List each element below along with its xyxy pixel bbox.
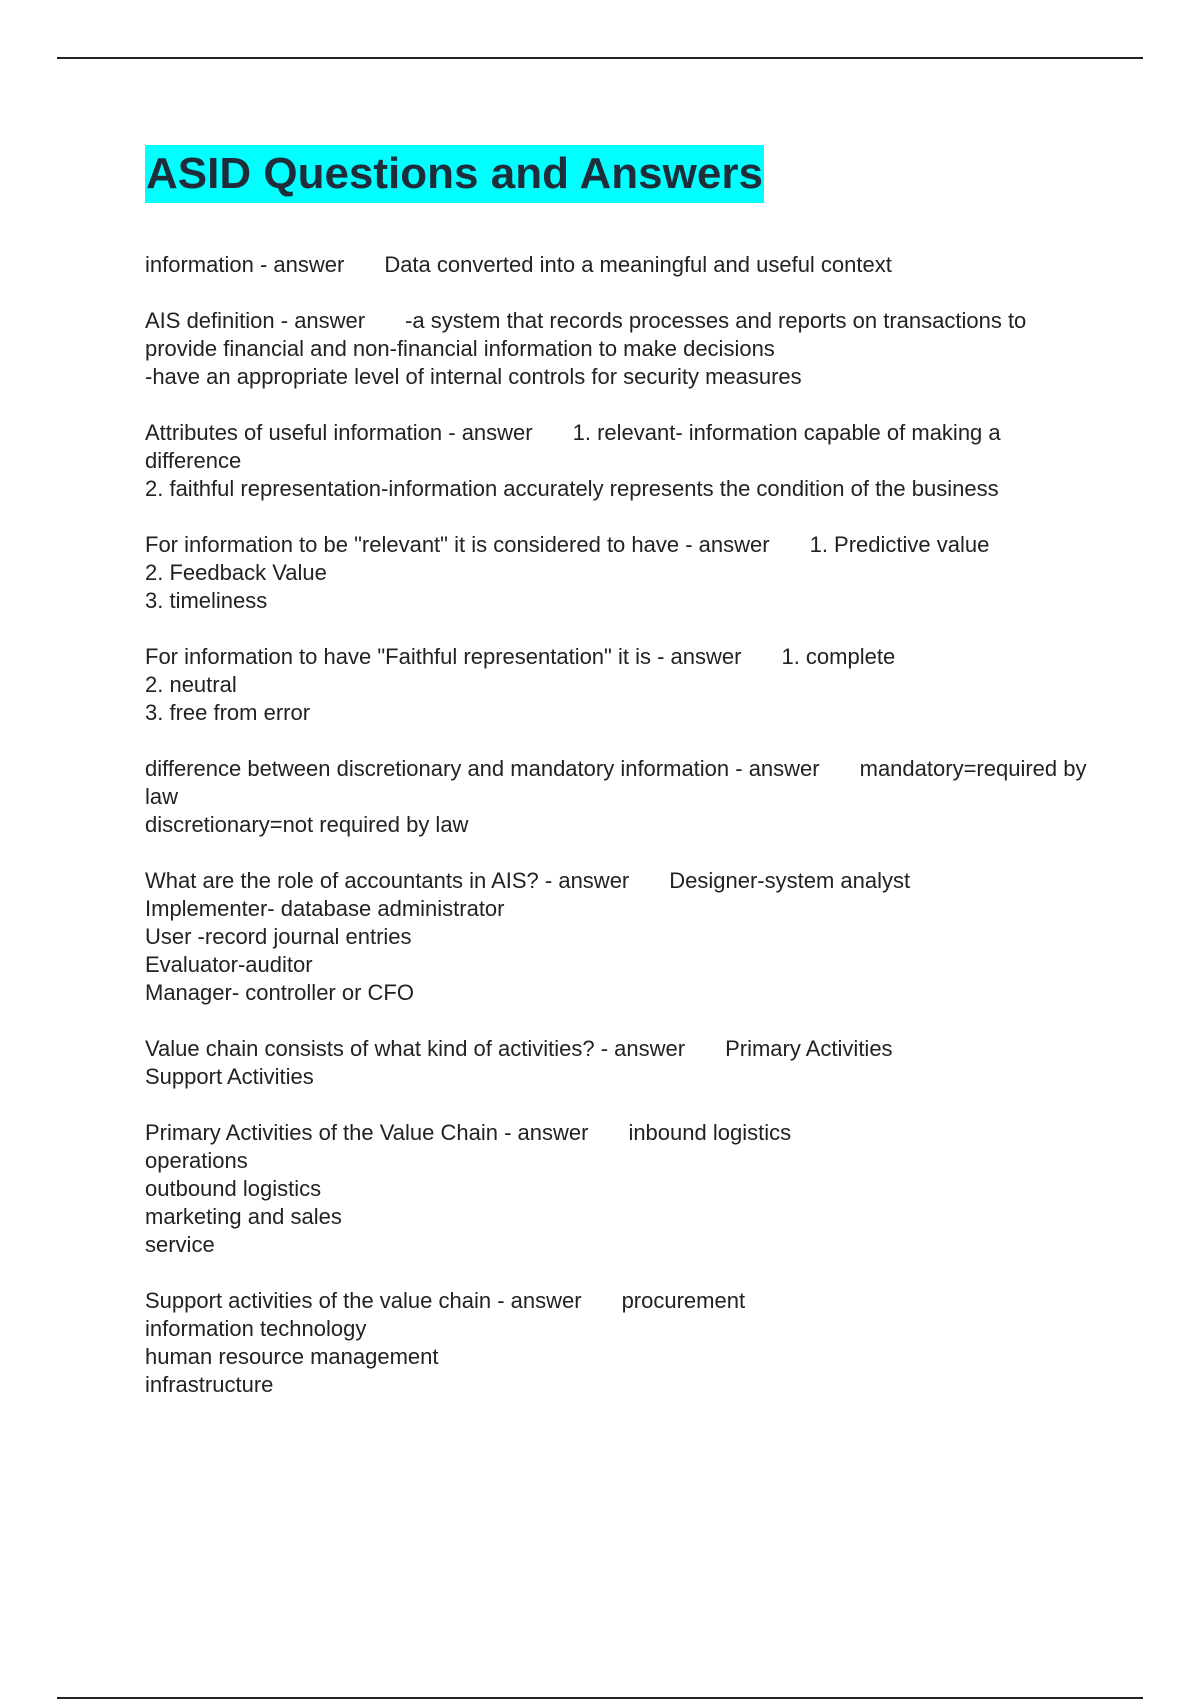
page-title: ASID Questions and Answers [145,145,764,203]
answer-line: -a system that records processes and reports on transactions to provide financial and non-financial information to make decisions [145,308,1027,361]
answer-line: 3. free from error [145,700,311,725]
answer-line: Evaluator-auditor [145,952,313,977]
answer-line: Data converted into a meaningful and useful context [384,252,892,277]
answer-line: information technology [145,1316,367,1341]
qa-list [145,251,1095,1399]
answer-line: outbound logistics [145,1176,322,1201]
answer-line: -have an appropriate level of internal controls for security measures [145,364,802,389]
qa-item [145,1287,1095,1399]
answer-line: 1. Predictive value [809,532,990,557]
question-text: For information to have "Faithful representation" it is - answer [145,644,742,669]
answer-line: Implementer- database administrator [145,896,505,921]
answer-line: human resource management [145,1344,439,1369]
qa-item [145,755,1095,839]
question-text: Support activities of the value chain - answer [145,1288,582,1313]
qa-item [145,867,1095,1007]
qa-item [145,643,1095,727]
qa-item [145,307,1095,391]
answer-line: discretionary=not required by law [145,812,469,837]
answer-line: Designer-system analyst [669,868,911,893]
answer-line: operations [145,1148,248,1173]
answer-line: User -record journal entries [145,924,412,949]
answer-line: 3. timeliness [145,588,268,613]
answer-line: Manager- controller or CFO [145,980,414,1005]
qa-item [145,1035,1095,1091]
answer-line: procurement [621,1288,746,1313]
qa-item [145,1119,1095,1259]
answer-line: 1. relevant- information capable of making a difference [145,420,1001,473]
question-text: difference between discretionary and mandatory information - answer [145,756,820,781]
answer-line: marketing and sales [145,1204,342,1229]
document-body [145,145,1095,1427]
question-text: Value chain consists of what kind of activities? - answer [145,1036,686,1061]
question-text: For information to be "relevant" it is considered to have - answer [145,532,770,557]
answer-line: inbound logistics [628,1120,792,1145]
top-rule [57,57,1143,59]
question-text: What are the role of accountants in AIS? - answer [145,868,630,893]
bottom-rule [57,1697,1143,1699]
question-text: AIS definition - answer [145,308,366,333]
answer-line: mandatory=required by law [145,756,1087,809]
answer-line: service [145,1232,215,1257]
qa-item [145,531,1095,615]
answer-line: 1. complete [781,644,896,669]
answer-line: 2. faithful representation-information accurately represents the condition of the business [145,476,999,501]
question-text: information - answer [145,252,345,277]
question-text: Primary Activities of the Value Chain - answer [145,1120,589,1145]
answer-line: Primary Activities [725,1036,893,1061]
answer-line: 2. Feedback Value [145,560,327,585]
answer-line: 2. neutral [145,672,237,697]
qa-item [145,419,1095,503]
question-text: Attributes of useful information - answer [145,420,533,445]
answer-line: infrastructure [145,1372,274,1397]
answer-line: Support Activities [145,1064,314,1089]
qa-item [145,251,1095,279]
